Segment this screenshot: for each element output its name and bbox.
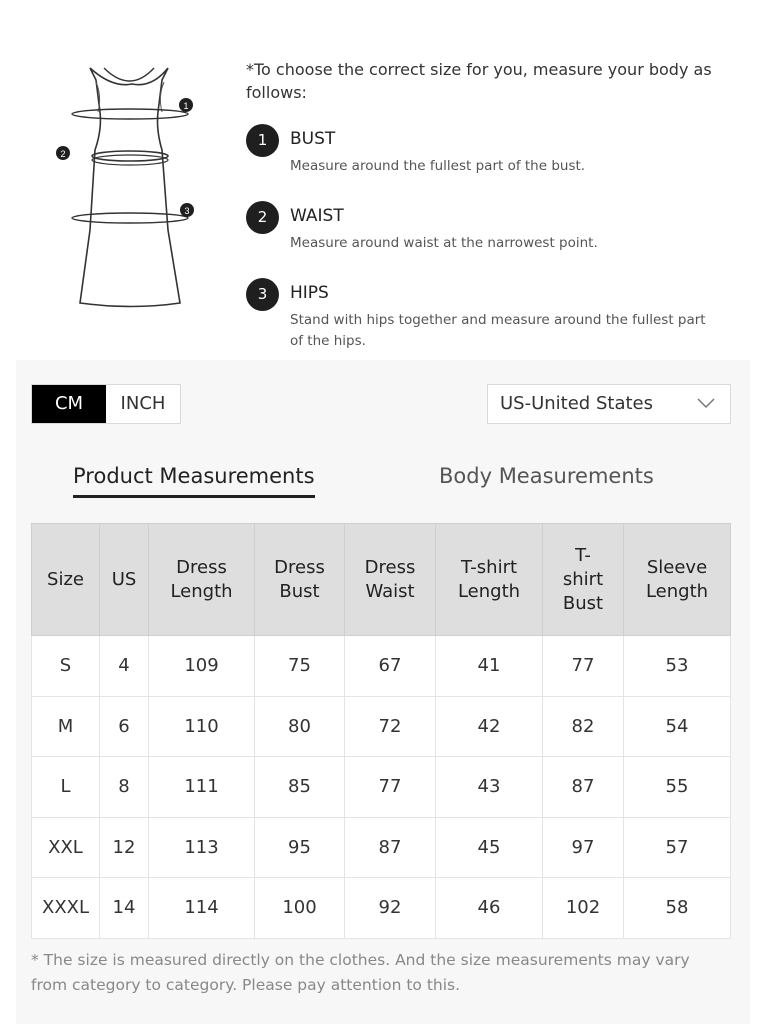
table-cell: 87	[543, 757, 624, 818]
table-cell: 4	[100, 636, 149, 697]
column-header: Sleeve Length	[624, 524, 731, 636]
column-header: Dress Waist	[345, 524, 436, 636]
tab-body-measurements[interactable]: Body Measurements	[439, 464, 654, 488]
column-header: T-shirt Bust	[543, 524, 624, 636]
table-cell: 14	[100, 878, 149, 939]
table-cell: 45	[436, 817, 543, 878]
unit-inch-button[interactable]: INCH	[120, 393, 166, 414]
table-cell: XXXL	[32, 878, 100, 939]
column-header: Size	[32, 524, 100, 636]
unit-cm-button[interactable]: CM	[32, 385, 106, 423]
table-cell: 113	[149, 817, 255, 878]
table-cell: XXL	[32, 817, 100, 878]
table-cell: 41	[436, 636, 543, 697]
table-cell: 77	[543, 636, 624, 697]
table-cell: 100	[255, 878, 345, 939]
table-row	[32, 757, 731, 818]
table-cell: 12	[100, 817, 149, 878]
table-cell: 67	[345, 636, 436, 697]
step-number-badge: 2	[246, 201, 279, 234]
table-cell: 43	[436, 757, 543, 818]
hips-marker-label: 3	[184, 206, 190, 216]
size-table	[31, 523, 731, 939]
step-title: WAIST	[290, 206, 344, 226]
step-number-badge: 1	[246, 124, 279, 157]
step-title: HIPS	[290, 283, 329, 303]
table-cell: 54	[624, 696, 731, 757]
bust-marker-label: 1	[183, 101, 189, 111]
size-chart-panel	[16, 360, 750, 1024]
table-row	[32, 817, 731, 878]
unit-toggle	[31, 384, 181, 424]
table-cell: 97	[543, 817, 624, 878]
measurement-guide	[0, 0, 768, 360]
column-header: US	[100, 524, 149, 636]
table-cell: 8	[100, 757, 149, 818]
table-row	[32, 636, 731, 697]
table-cell: 114	[149, 878, 255, 939]
table-cell: M	[32, 696, 100, 757]
table-cell: 87	[345, 817, 436, 878]
region-select[interactable]	[487, 384, 731, 424]
table-cell: 53	[624, 636, 731, 697]
table-cell: 6	[100, 696, 149, 757]
tab-product-measurements[interactable]: Product Measurements	[73, 464, 315, 498]
measure-intro: *To choose the correct size for you, measure your body as follows:	[246, 60, 712, 102]
table-cell: 46	[436, 878, 543, 939]
table-cell: 111	[149, 757, 255, 818]
table-cell: 102	[543, 878, 624, 939]
table-row	[32, 878, 731, 939]
table-cell: 109	[149, 636, 255, 697]
table-cell: 85	[255, 757, 345, 818]
table-cell: 75	[255, 636, 345, 697]
column-header: Dress Bust	[255, 524, 345, 636]
step-description: Stand with hips together and measure around the fullest part of the hips.	[290, 312, 706, 349]
step-number-badge: 3	[246, 278, 279, 311]
column-header: Dress Length	[149, 524, 255, 636]
table-cell: L	[32, 757, 100, 818]
table-cell: 80	[255, 696, 345, 757]
table-cell: 92	[345, 878, 436, 939]
table-cell: 58	[624, 878, 731, 939]
table-cell: 77	[345, 757, 436, 818]
measurement-note: * The size is measured directly on the clothes. And the size measurements may vary from category to category. Please pay attention to this.	[31, 951, 690, 994]
table-cell: 110	[149, 696, 255, 757]
step-description: Measure around waist at the narrowest point.	[290, 235, 598, 251]
table-header-row	[32, 524, 731, 636]
step-title: BUST	[290, 129, 336, 149]
table-cell: 72	[345, 696, 436, 757]
step-description: Measure around the fullest part of the bust.	[290, 158, 586, 174]
table-cell: 57	[624, 817, 731, 878]
table-cell: 82	[543, 696, 624, 757]
waist-marker-label: 2	[60, 149, 66, 159]
table-row	[32, 696, 731, 757]
column-header: T-shirt Length	[436, 524, 543, 636]
dress-diagram-icon	[50, 60, 210, 315]
table-cell: S	[32, 636, 100, 697]
table-cell: 55	[624, 757, 731, 818]
region-select-value: US-United States	[500, 393, 653, 414]
table-cell: 42	[436, 696, 543, 757]
chevron-down-icon	[696, 395, 716, 411]
table-cell: 95	[255, 817, 345, 878]
